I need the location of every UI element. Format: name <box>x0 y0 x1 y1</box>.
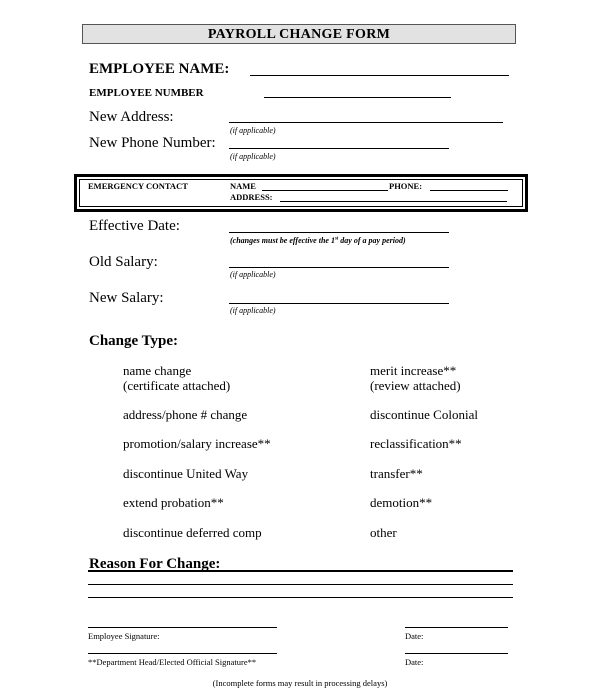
emergency-contact-box <box>74 174 528 212</box>
change-type-option[interactable]: discontinue United Way <box>123 466 249 481</box>
employee-date-field[interactable] <box>405 627 508 628</box>
reason-line[interactable] <box>88 597 513 598</box>
emergency-contact-label: EMERGENCY CONTACT <box>88 181 188 191</box>
emergency-address-label: ADDRESS: <box>230 192 273 202</box>
dept-signature-label: **Department Head/Elected Official Signature** <box>88 657 257 667</box>
change-type-option[interactable]: demotion** <box>370 495 433 510</box>
dept-date-field[interactable] <box>405 653 508 654</box>
change-type-option[interactable]: reclassification** <box>370 436 462 451</box>
employee-date-label: Date: <box>405 631 424 641</box>
change-type-option[interactable]: other <box>370 525 397 540</box>
reason-line[interactable] <box>88 584 513 585</box>
effective-date-field[interactable] <box>229 232 449 233</box>
change-type-option[interactable]: discontinue deferred comp <box>123 525 262 540</box>
change-type-heading: Change Type: <box>89 333 179 349</box>
change-type-option[interactable]: promotion/salary increase** <box>123 436 271 451</box>
new-phone-field[interactable] <box>229 148 449 149</box>
emergency-phone-field[interactable] <box>430 190 508 191</box>
change-type-option[interactable]: discontinue Colonial <box>370 407 478 422</box>
effective-date-label: Effective Date: <box>89 218 180 234</box>
reason-heading: Reason For Change: <box>89 556 221 572</box>
change-type-option[interactable]: merit increase** (review attached) <box>370 363 461 393</box>
new-address-label: New Address: <box>89 109 174 125</box>
new-phone-label: New Phone Number: <box>89 135 216 151</box>
new-salary-field[interactable] <box>229 303 449 304</box>
emergency-name-label: NAME <box>230 181 256 191</box>
employee-signature-field[interactable] <box>88 627 277 628</box>
emergency-phone-label: PHONE: <box>389 181 423 191</box>
employee-number-label: EMPLOYEE NUMBER <box>89 87 204 99</box>
form-title: PAYROLL CHANGE FORM <box>82 24 516 44</box>
change-type-option[interactable]: transfer** <box>370 466 423 481</box>
new-salary-note: (if applicable) <box>230 306 276 315</box>
emergency-address-field[interactable] <box>280 201 507 202</box>
footer-note: (Incomplete forms may result in processing delays) <box>212 678 388 688</box>
reason-line[interactable] <box>88 570 513 572</box>
new-address-field[interactable] <box>229 122 503 123</box>
change-type-option[interactable]: name change (certificate attached) <box>123 363 231 393</box>
old-salary-field[interactable] <box>229 267 449 268</box>
employee-name-field[interactable] <box>250 75 509 76</box>
dept-signature-field[interactable] <box>88 653 277 654</box>
dept-date-label: Date: <box>405 657 424 667</box>
old-salary-label: Old Salary: <box>89 254 158 270</box>
change-type-option[interactable]: address/phone # change <box>123 407 248 422</box>
new-address-note: (if applicable) <box>230 126 276 135</box>
new-phone-note: (if applicable) <box>230 152 276 161</box>
employee-number-field[interactable] <box>264 97 451 98</box>
change-type-option[interactable]: extend probation** <box>123 495 224 510</box>
employee-signature-label: Employee Signature: <box>88 631 160 641</box>
effective-date-note: (changes must be effective the 1st day of a pay period) <box>230 236 406 245</box>
employee-name-label: EMPLOYEE NAME: <box>89 61 230 77</box>
old-salary-note: (if applicable) <box>230 270 276 279</box>
emergency-name-field[interactable] <box>262 190 388 191</box>
new-salary-label: New Salary: <box>89 290 164 306</box>
